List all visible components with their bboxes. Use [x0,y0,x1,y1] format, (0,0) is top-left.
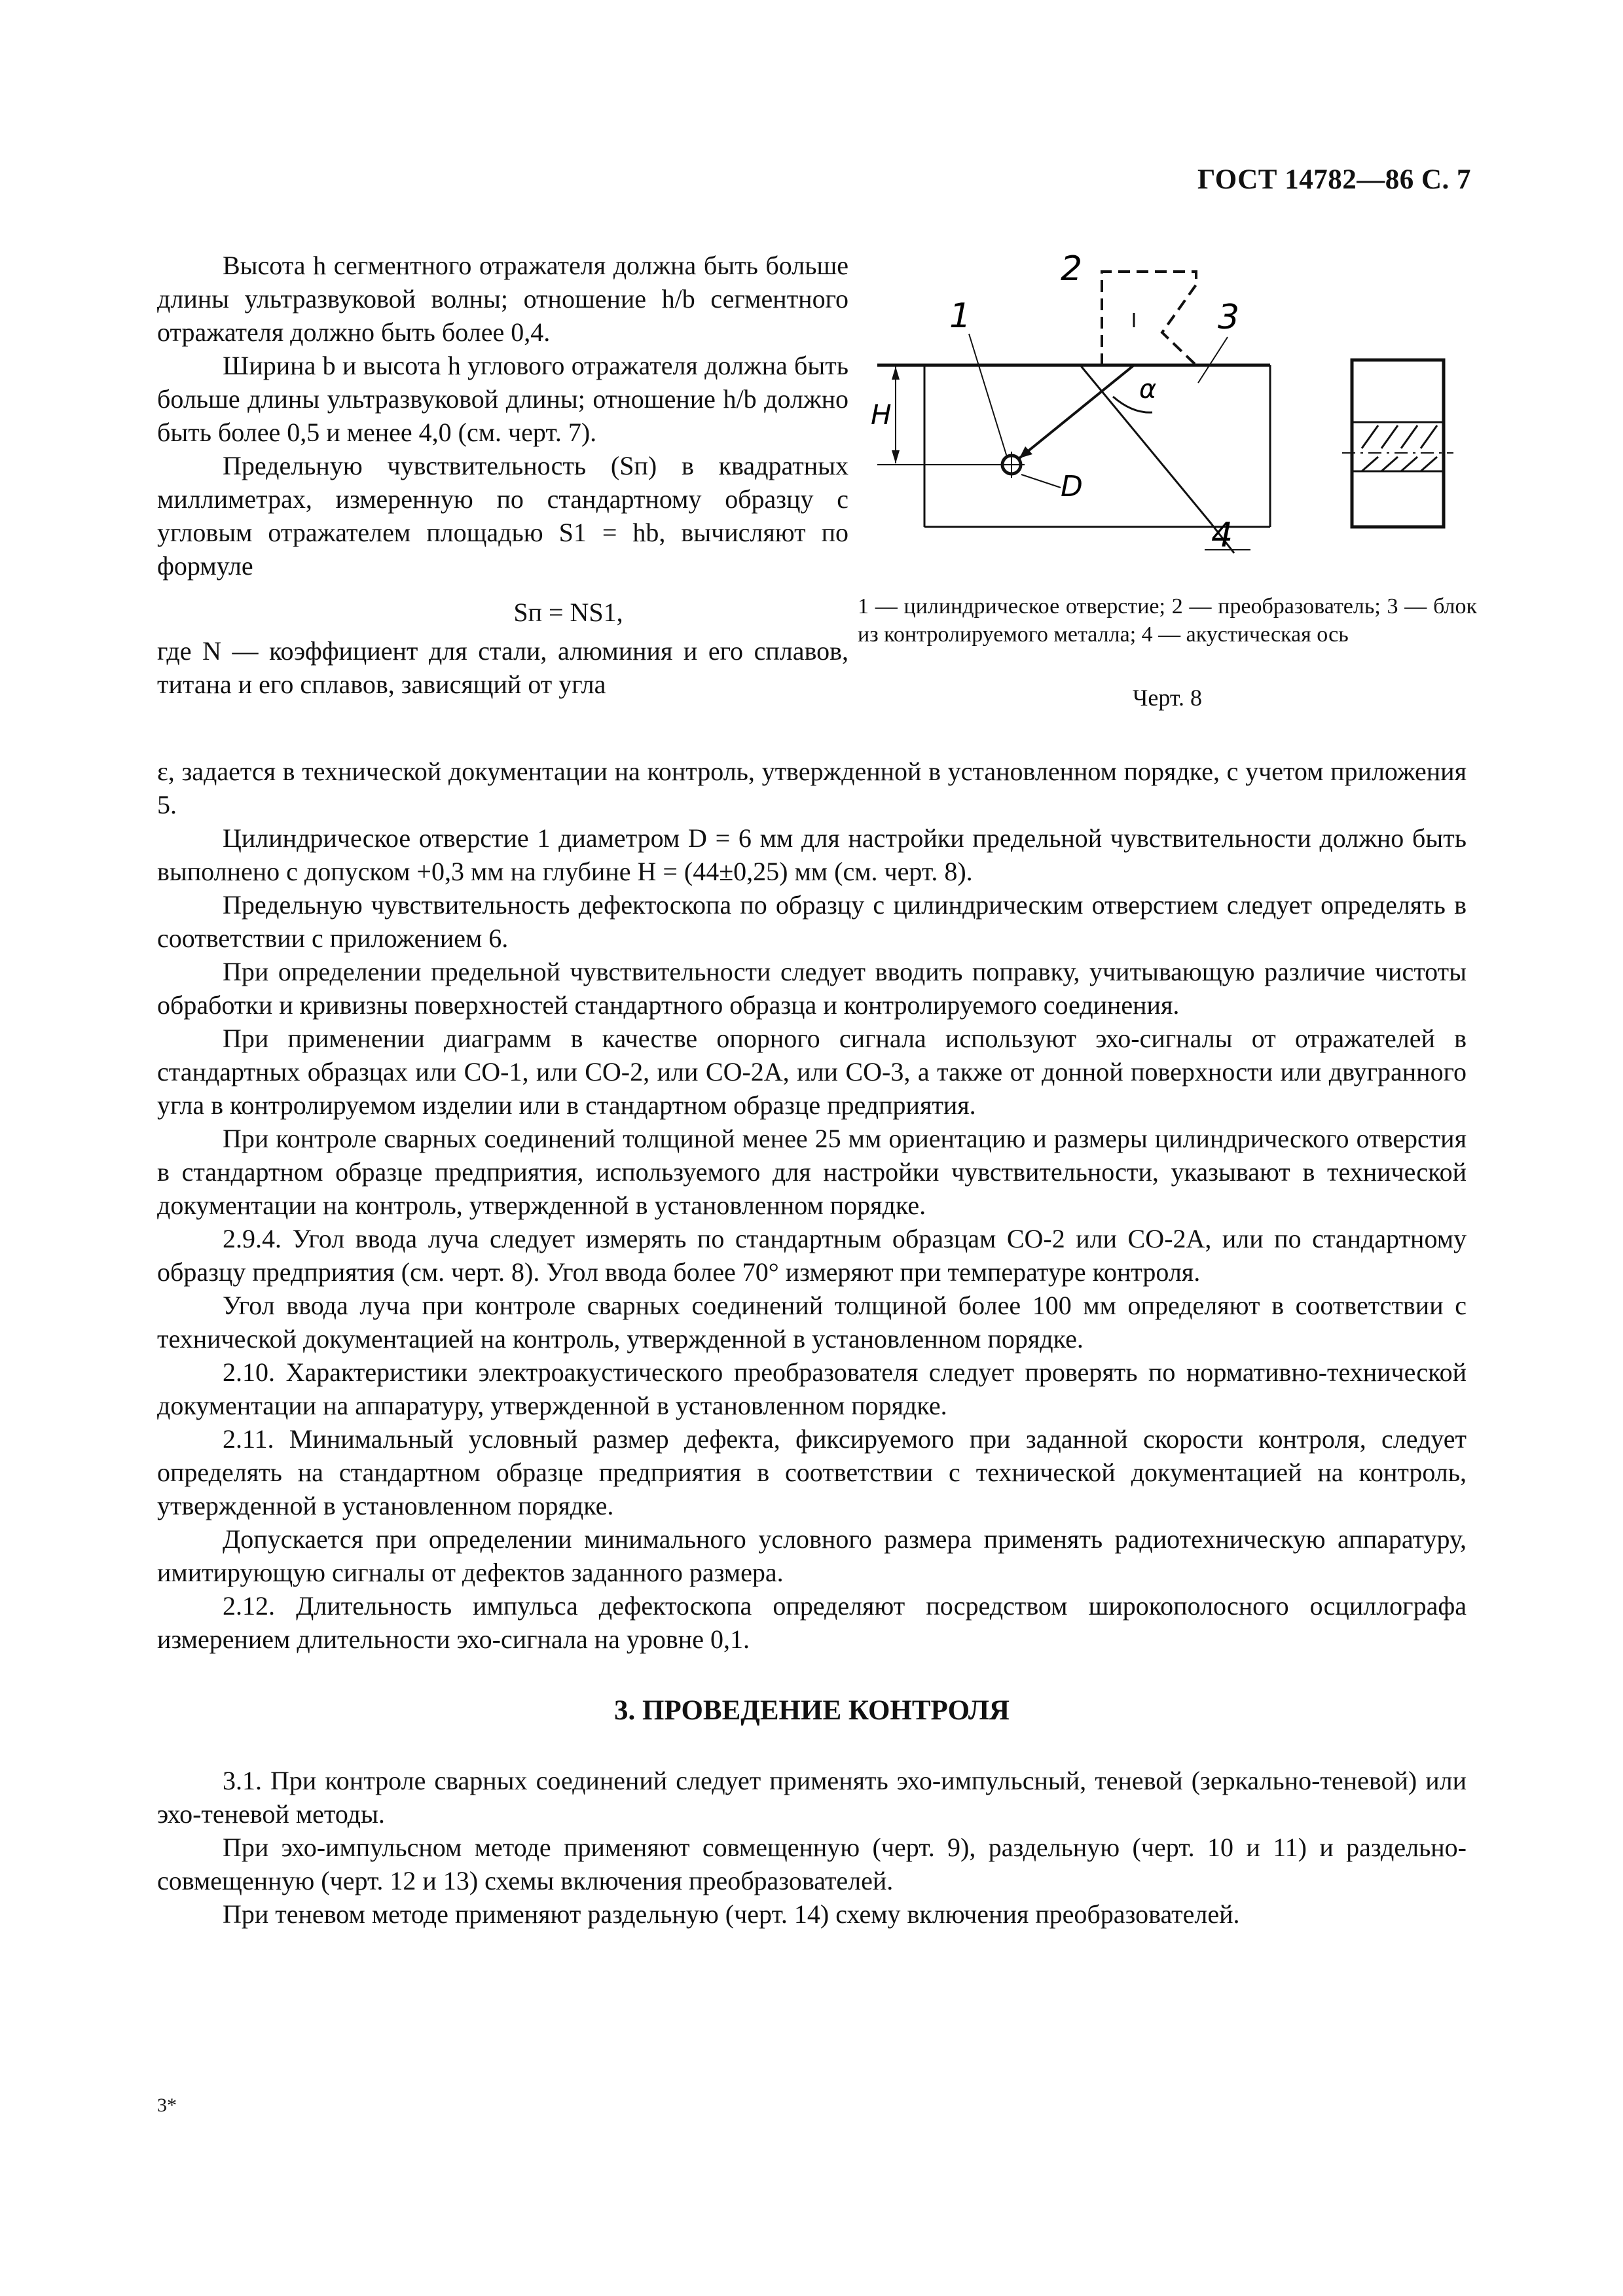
label-alpha: α [1139,374,1157,404]
page-header: ГОСТ 14782—86 С. 7 [1197,164,1471,195]
paragraph-coefficient: где N — коэффициент для стали, алюминия и его сплавов, титана и его сплавов, зависящий от угла [157,636,848,699]
paragraph-2-10: 2.10. Характеристики электроакустического преобразователя следует проверять по нормативно-технической документации на аппаратуру, утвержденной в установленном порядке. [157,1357,1467,1420]
acoustic-axis [1019,365,1134,458]
leader-3 [1198,337,1228,383]
label-3: 3 [1218,298,1240,337]
transducer-outline [1102,272,1196,365]
paragraph-diagrams: При применении диаграмм в качестве опорного сигнала используют эхо-сигналы от отражателей в стандартных образцах или СО-1, или СО-2, или СО-2А, или СО-3, а также от донной поверхности или двугранного угла в контролируемом изделии или в стандартном образце предприятия. [157,1024,1467,1120]
paragraph-echo-method: При эхо-импульсном методе применяют совмещенную (черт. 9), раздельную (черт. 10 и 11) и раздельно-совмещенную (черт. 12 и 13) схемы включения преобразователей. [157,1833,1467,1895]
side-view-hatch-lower [1362,457,1437,471]
leader-1 [969,334,1007,457]
formula: Sп = NS1, [513,598,623,627]
label-1: 1 [949,296,972,336]
paragraph-2-11: 2.11. Минимальный условный размер дефекта, фиксируемого при заданной скорости контроля, следует определять на стандартном образце предприятия в соответствии с технической документацией на контроль, утвержденной в установленном порядке. [157,1424,1467,1520]
side-view-hatch-upper [1362,425,1437,448]
paragraph-corner-reflector: Ширина b и высота h углового отражателя должна быть больше длины ультразвуковой длины; отношение h/b должно быть более 0,5 и менее 4,0 (см. черт. 7). [157,351,848,447]
leader-d [1021,475,1061,488]
paragraph-sensitivity-appendix: Предельную чувствительность дефектоскопа по образцу с цилиндрическим отверстием следует определять в соответствии с приложением 6. [157,890,1467,953]
main-text-column [157,755,1467,1931]
dimension-h-arrow-bottom [892,450,900,463]
figure-8-drawing [864,249,1480,733]
top-text-column [157,249,848,701]
paragraph-2-9-4: 2.9.4. Угол ввода луча следует измерять по стандартным образцам СО-2 или СО-2А, или по стандартному образцу предприятия (см. черт. 8). Угол ввода более 70° измеряют при температуре контроля. [157,1224,1467,1287]
paragraph-sensitivity: Предельную чувствительность (Sп) в квадратных миллиметрах, измеренную по стандартному образцу с угловым отражателем площадью S1 = hb, вычисляют по формуле [157,451,848,581]
figure-caption: 1 — цилиндрическое отверстие; 2 — преобразователь; 3 — блок из контролируемого металла; 4 — акустическая ось [858,594,1477,647]
page-footer-mark: 3* [157,2094,177,2116]
paragraph-correction: При определении предельной чувствительности следует вводить поправку, учитывающую различие чистоты обработки и кривизны поверхностей стандартного образца и контролируемого соединения. [157,957,1467,1020]
paragraph-shadow-method: При теневом методе применяют раздельную (черт. 14) схему включения преобразователей. [223,1899,1240,1929]
label-4: 4 [1211,516,1233,555]
label-h: H [871,399,892,431]
label-d: D [1061,470,1083,503]
paragraph-thick-welds: Угол ввода луча при контроле сварных соединений толщиной более 100 мм определяют в соответствии с технической документацией на контроль, утвержденной в установленном порядке. [157,1291,1467,1354]
paragraph-2-12: 2.12. Длительность импульса дефектоскопа определяют посредством широкополосного осциллографа измерением длительности эхо-сигнала на уровне 0,1. [157,1591,1467,1654]
paragraph-radio-equipment: Допускается при определении минимального условного размера применять радиотехническую аппаратуру, имитирующую сигналы от дефектов заданного размера. [157,1524,1467,1587]
paragraph-thin-welds: При контроле сварных соединений толщиной менее 25 мм ориентацию и размеры цилиндрического отверстия в стандартном образце предприятия, используемого для настройки чувствительности, указывают в технической документации на контроль, утвержденной в установленном порядке. [157,1124,1467,1220]
paragraph-3-1: 3.1. При контроле сварных соединений следует применять эхо-импульсный, теневой (зеркально-теневой) или эхо-теневой методы. [157,1766,1467,1829]
paragraph-cylindrical-hole: Цилиндрическое отверстие 1 диаметром D = 6 мм для настройки предельной чувствительности должно быть выполнено с допуском +0,3 мм на глубине H = (44±0,25) мм (см. черт. 8). [157,823,1467,886]
label-2: 2 [1061,249,1083,289]
figure-label: Черт. 8 [1133,685,1202,711]
paragraph-segment-reflector: Высота h сегментного отражателя должна быть больше длины ультразвуковой волны; отношение h/b сегментного отражателя должно быть более 0,4. [157,251,848,347]
section-title: 3. ПРОВЕДЕНИЕ КОНТРОЛЯ [614,1695,1010,1726]
dimension-h-arrow-top [892,367,900,380]
paragraph-coefficient-continued: ε, задается в технической документации на контроль, утвержденной в установленном порядке, с учетом приложения 5. [157,757,1467,819]
